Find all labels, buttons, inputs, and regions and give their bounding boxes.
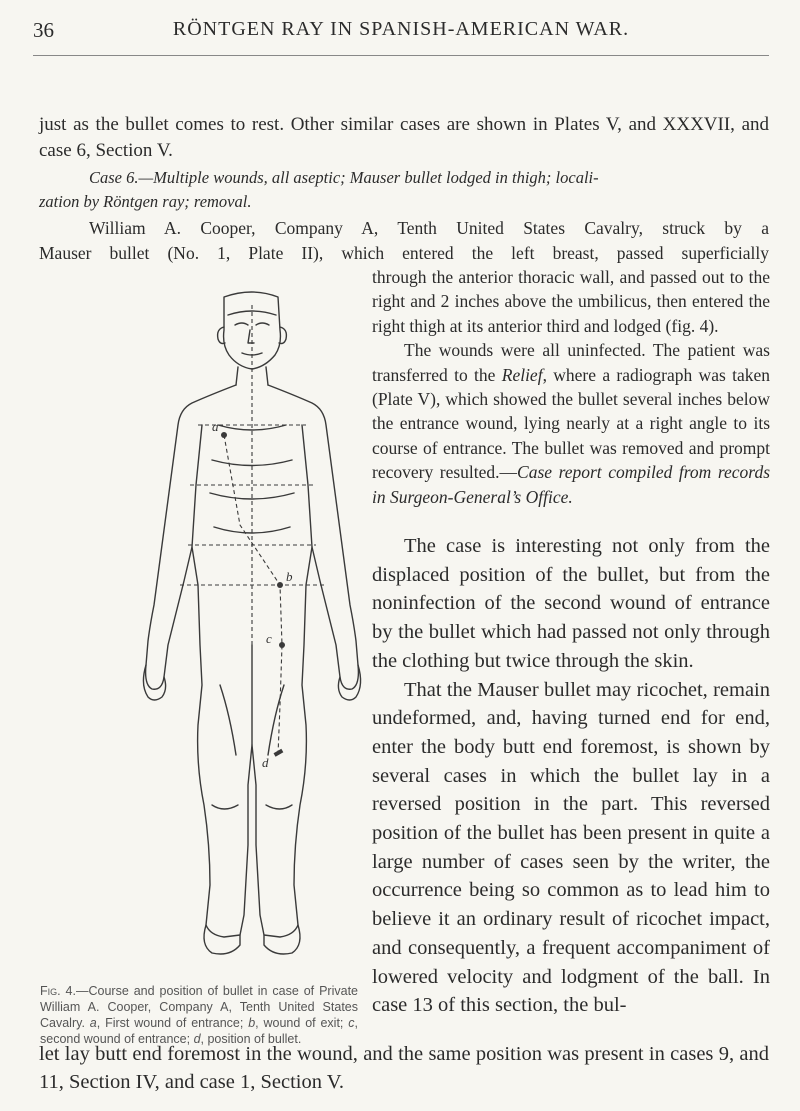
case-heading-line-1: Case 6.—Multiple wounds, all aseptic; Mauser bullet lodged in thigh; locali- bbox=[89, 168, 599, 187]
page-header bbox=[33, 18, 769, 48]
para2-line-1: William A. Cooper, Company A, Tenth United States Cavalry, struck by a bbox=[89, 218, 769, 238]
running-title: RÖNTGEN RAY IN SPANISH-AMERICAN WAR. bbox=[172, 18, 630, 40]
ship-name: Relief bbox=[501, 364, 543, 385]
case-heading-line-2: zation by Röntgen ray; removal. bbox=[39, 192, 252, 211]
label-b: b bbox=[286, 569, 293, 584]
header-rule bbox=[33, 55, 769, 56]
figure-body-diagram bbox=[140, 285, 365, 975]
case-report-source: Case report compiled from records in Surgeon-General’s Office. bbox=[372, 462, 771, 507]
paragraph-4-column: That the Mauser bullet may ricochet, remain undeformed, and, having turned end for end, enter the body butt end foremost, is shown by several cases in which the bullet lay in a reversed position in the part. This reversed position of the bullet has been present in quite a large number of cases seen by the writer, the occurrence being so common as to lead him to believe it an ordinary result of ricochet impact, and consequently, a frequent accompaniment of lowered velocity and lodgment of the ball. In case 13 of this section, the bul- bbox=[372, 678, 770, 1017]
paragraph-3: The case is interesting not only from the displaced position of the bullet, but from the noninfection of the second wound of entrance by the bullet which had passed not only through the clothing but twice through the skin. bbox=[372, 535, 770, 672]
figure-caption: Fig. 4.—Course and position of bullet in case of Private William A. Cooper, Company A, Tenth United States Cavalry. a, First wound of entrance; b, wound of exit; c, second wound of entrance; d, position of bullet. bbox=[40, 984, 358, 1046]
para2-line-2: Mauser bullet (No. 1, Plate II), which entered the left breast, passed superficially bbox=[39, 242, 769, 263]
case-heading bbox=[39, 166, 769, 214]
label-c: c bbox=[266, 631, 272, 646]
paragraph-2-wrap bbox=[372, 265, 770, 509]
paragraph-3-4-column bbox=[372, 532, 770, 1020]
label-d: d bbox=[262, 755, 269, 770]
label-a: a bbox=[212, 419, 219, 434]
figure-label: Fig. 4. bbox=[40, 984, 76, 998]
page-number: 36 bbox=[33, 18, 54, 42]
para2-wrap-text: through the anterior thoracic wall, and passed out to the right and 2 inches above the umbilicus, then entered the right thigh at its anterior third and lodged (fig. 4). bbox=[372, 267, 770, 336]
bullet-course bbox=[224, 435, 282, 755]
para2-wrap-2: The wounds were all uninfected. The patient was transferred to the Relief, where a radiograph was taken (Plate V), which showed the bullet several inches below the entrance wound, lying nearly at a right angle to its course of entrance. The bullet was removed and prompt recovery resulted.—Case report compiled from records in Surgeon-General’s Office. bbox=[372, 340, 771, 507]
paragraph-4-full: let lay butt end foremost in the wound, and the same position was present in cases 9, and 11, Section IV, and case 1, Section V. bbox=[39, 1043, 769, 1093]
paragraph-1: just as the bullet comes to rest. Other similar cases are shown in Plates V, and XXXVII, and case 6, Section V. bbox=[39, 114, 769, 161]
paragraph-2-top bbox=[39, 216, 769, 265]
